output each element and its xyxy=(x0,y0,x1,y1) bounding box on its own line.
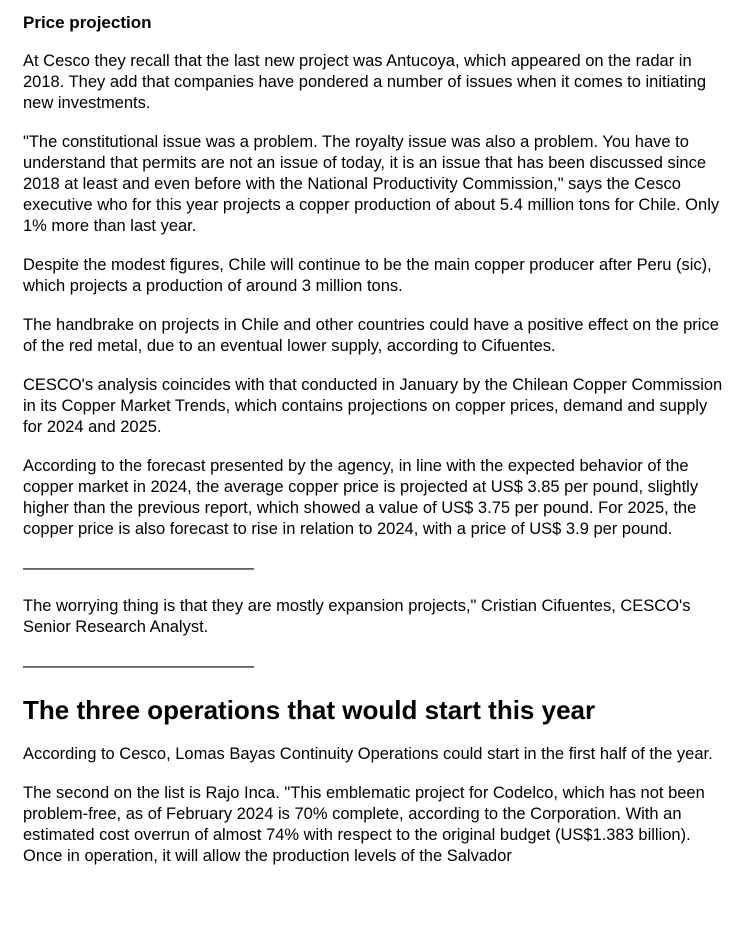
paragraph-lomas-bayas: According to Cesco, Lomas Bayas Continuity Operations could start in the first half of the year. xyxy=(23,745,713,763)
quote-paragraph: The worrying thing is that they are mostly expansion projects," Cristian Cifuentes, CESCO's Senior Research Analyst. xyxy=(23,597,691,636)
paragraph-handbrake: The handbrake on projects in Chile and other countries could have a positive effect on the price of the red metal, due to an eventual lower supply, according to Cifuentes. xyxy=(23,316,719,355)
paragraph-rajo-inca: The second on the list is Rajo Inca. "This emblematic project for Codelco, which has not been problem-free, as of February 2024 is 70% complete, according to the Corporation. With an estimated cost overrun of almost 74% with respect to the original budget (US$1.383 billion). Once in operation, it will allow the production levels of the Salvador xyxy=(23,784,705,865)
separator-line-bottom: —————————————— xyxy=(23,657,254,675)
section-heading: The three operations that would start this year xyxy=(23,695,596,725)
paragraph-constitutional-issue: "The constitutional issue was a problem. The royalty issue was also a problem. You have to understand that permits are not an issue of today, it is an issue that has been discussed since 2018 at least and even before with the National Productivity Commission," says the Cesco executive who for this year projects a copper production of about 5.4 million tons for Chile. Only 1% more than last year. xyxy=(23,133,720,235)
section-label: Price projection xyxy=(23,13,152,32)
paragraph-antucoya: At Cesco they recall that the last new project was Antucoya, which appeared on the radar in 2018. They add that companies have pondered a number of issues when it comes to initiating new investments. xyxy=(23,52,707,112)
separator-line-top: —————————————— xyxy=(23,559,254,577)
paragraph-cesco-analysis: CESCO's analysis coincides with that conducted in January by the Chilean Copper Commission in its Copper Market Trends, which contains projections on copper prices, demand and supply for 2024 and 2025. xyxy=(23,376,723,436)
paragraph-modest-figures: Despite the modest figures, Chile will continue to be the main copper producer after Peru (sic), which projects a production of around 3 million tons. xyxy=(23,256,712,295)
paragraph-forecast: According to the forecast presented by the agency, in line with the expected behavior of the copper market in 2024, the average copper price is projected at US$ 3.85 per pound, slightly higher than the previous report, which showed a value of US$ 3.75 per pound. For 2025, the copper price is also forecast to rise in relation to 2024, with a price of US$ 3.9 per pound. xyxy=(23,457,699,538)
